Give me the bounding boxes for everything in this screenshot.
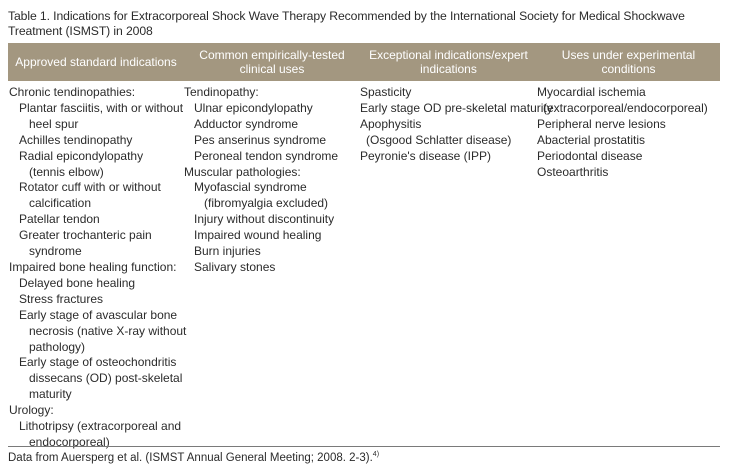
table-cell-line: Urology: bbox=[9, 403, 54, 418]
table-cell-line: pathology) bbox=[29, 339, 86, 354]
table-cell-line: Pes anserinus syndrome bbox=[194, 132, 327, 147]
table-cell-line: maturity bbox=[29, 387, 72, 402]
table-cell-line: (extracorporeal/endocorporeal) bbox=[543, 100, 708, 115]
table-cell-line: Patellar tendon bbox=[19, 212, 100, 227]
table-cell-line: Salivary stones bbox=[194, 259, 276, 274]
table-cell-line: Osteoarthritis bbox=[537, 164, 609, 179]
table-cell-line: (tennis elbow) bbox=[29, 164, 104, 179]
table-cell-line: Chronic tendinopathies: bbox=[9, 85, 136, 99]
table-cell-line: Peripheral nerve lesions bbox=[537, 116, 666, 131]
table-cell-line: Peroneal tendon syndrome bbox=[194, 148, 339, 163]
table-cell-line: calcification bbox=[29, 196, 92, 211]
footnote-reference: 4) bbox=[372, 451, 380, 459]
table-cell-line: Tendinopathy: bbox=[184, 85, 259, 99]
indications-table bbox=[8, 43, 720, 449]
table-cell-line: Apophysitis bbox=[360, 116, 422, 131]
table-bottom-rule bbox=[8, 446, 720, 447]
table-footnote bbox=[8, 451, 720, 465]
table-cell-line: Radial epicondylopathy bbox=[19, 148, 144, 163]
table-cell-line: Burn injuries bbox=[194, 244, 261, 259]
table-cell-line: Delayed bone healing bbox=[19, 275, 136, 290]
header-common-empirical: Common empirically-tested clinical uses bbox=[199, 48, 345, 76]
table-cell-line: Injury without discontinuity bbox=[194, 212, 335, 227]
table-cell-line: Ulnar epicondylopathy bbox=[194, 100, 313, 115]
table-cell-line: heel spur bbox=[29, 116, 79, 131]
table-cell-line: Achilles tendinopathy bbox=[19, 132, 133, 147]
table-cell-line: endocorporeal) bbox=[29, 434, 110, 449]
table-cell-line: Rotator cuff with or without bbox=[19, 180, 161, 195]
table-cell-line: Abacterial prostatitis bbox=[537, 132, 646, 147]
table-cell-line: necrosis (native X-ray without bbox=[29, 323, 187, 338]
table-cell-line: syndrome bbox=[29, 244, 82, 259]
table-cell-line: Adductor syndrome bbox=[194, 116, 299, 131]
table-cell-line: Impaired wound healing bbox=[194, 228, 322, 243]
column-approved-standard bbox=[8, 85, 187, 449]
table-body bbox=[8, 81, 720, 449]
table-cell-line: Early stage of osteochondritis bbox=[19, 355, 177, 370]
table-cell-line: Peyronie's disease (IPP) bbox=[360, 148, 492, 163]
table-cell-line: Periodontal disease bbox=[537, 148, 643, 163]
column-exceptional-expert bbox=[360, 85, 553, 449]
table-cell-line: Lithotripsy (extracorporeal and bbox=[19, 419, 182, 434]
table-cell-line: Early stage of avascular bone bbox=[19, 307, 178, 322]
table-caption: Table 1. Indications for Extracorporeal Shock Wave Therapy Recommended by the International Society for Medical Shockwave Treatment (ISMST) in 2008 bbox=[8, 9, 685, 38]
table-cell-line: Impaired bone healing function: bbox=[9, 259, 177, 274]
table-cell-line: Stress fractures bbox=[19, 291, 104, 306]
table-cell-line: Spasticity bbox=[360, 85, 412, 99]
table-cell-line: Early stage OD pre-skeletal maturity bbox=[360, 100, 553, 115]
table-cell-line: dissecans (OD) post-skeletal bbox=[29, 371, 183, 386]
column-experimental bbox=[537, 85, 720, 449]
table-cell-line: Muscular pathologies: bbox=[184, 164, 301, 179]
table-cell-line: Plantar fasciitis, with or without bbox=[19, 100, 184, 115]
table-header-row bbox=[8, 43, 720, 81]
table-cell-line: Myocardial ischemia bbox=[537, 85, 646, 99]
header-approved-standard: Approved standard indications bbox=[15, 55, 177, 69]
header-experimental: Uses under experimental conditions bbox=[561, 48, 696, 76]
table-cell-line: Greater trochanteric pain bbox=[19, 228, 152, 243]
table-cell-line: (fibromyalgia excluded) bbox=[204, 196, 329, 211]
column-common-empirical bbox=[184, 85, 360, 449]
footnote-text: Data from Auersperg et al. (ISMST Annual General Meeting; 2008. 2-3). bbox=[8, 452, 373, 464]
header-exceptional-expert: Exceptional indications/expert indications bbox=[369, 48, 528, 76]
table-cell-line: (Osgood Schlatter disease) bbox=[366, 132, 512, 147]
table-cell-line: Myofascial syndrome bbox=[194, 180, 307, 195]
